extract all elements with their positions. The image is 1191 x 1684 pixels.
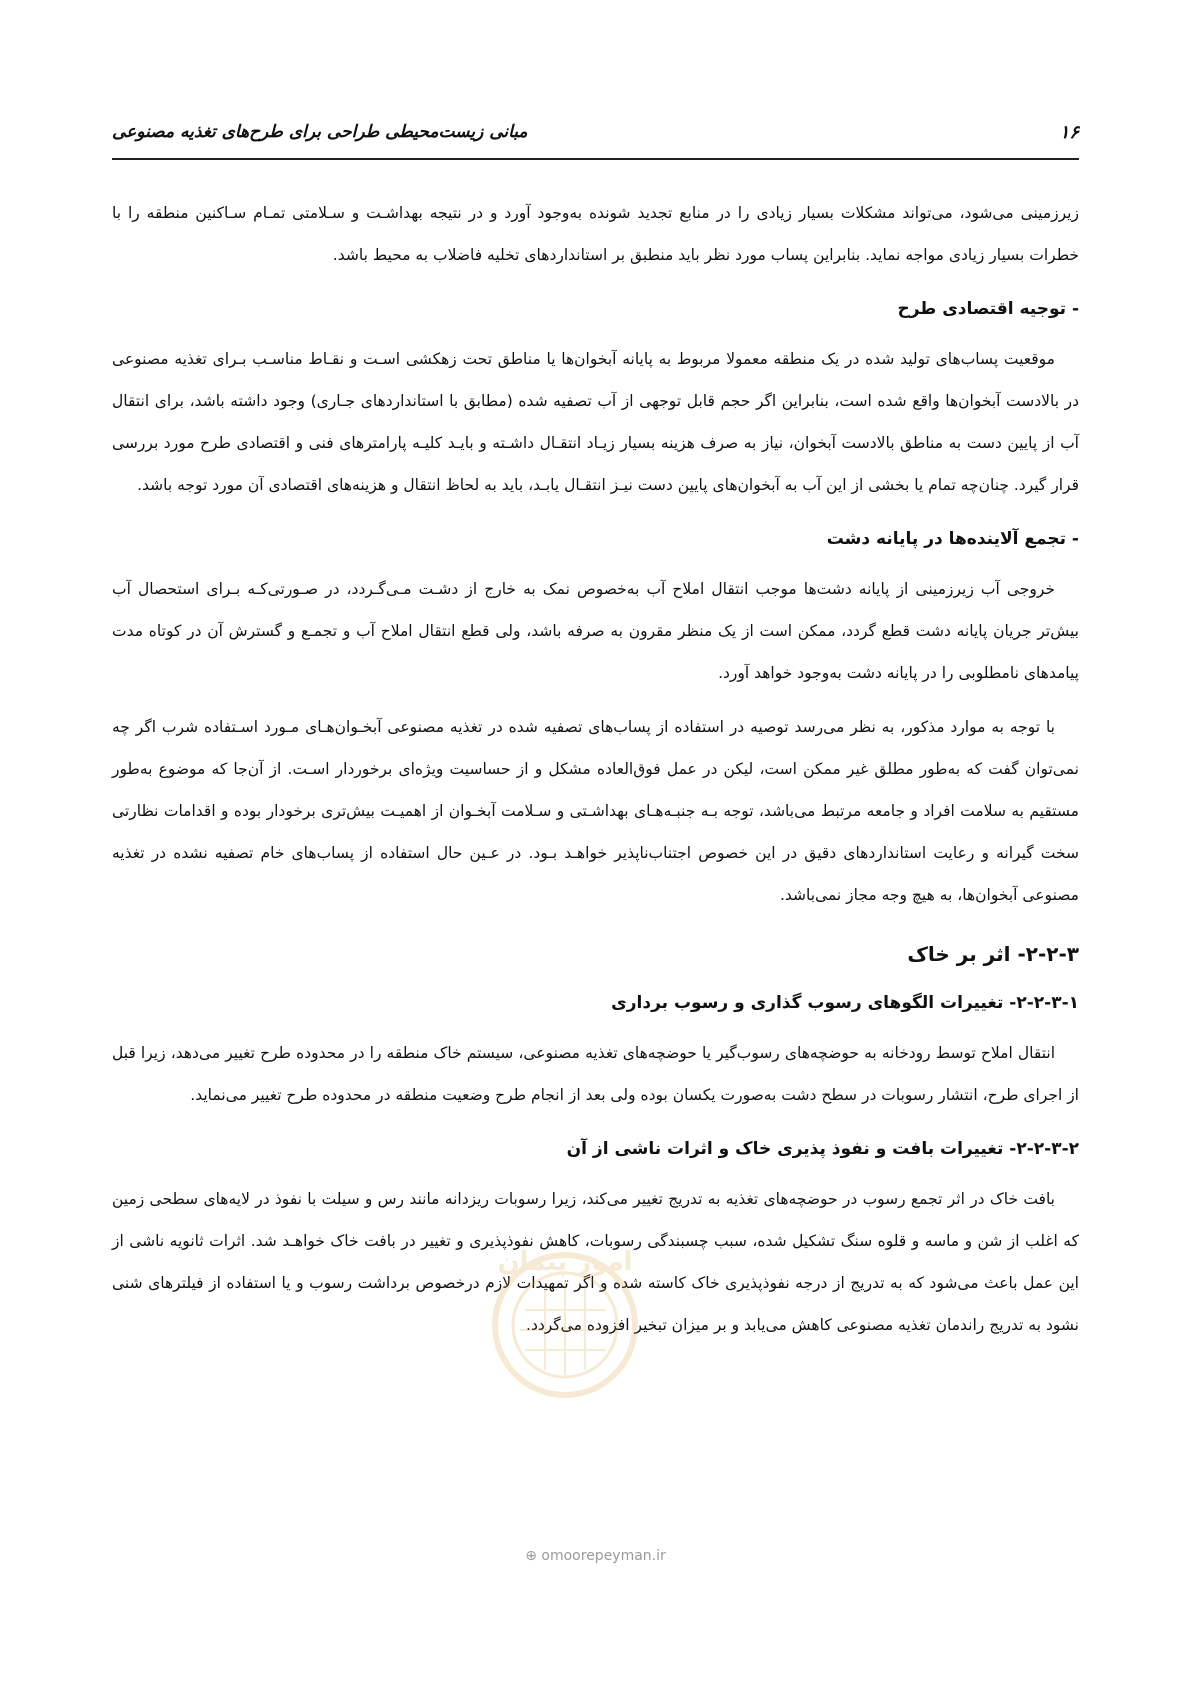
paragraph-soil-texture: بافت خاک در اثر تجمع رسوب در حوضچه‌های تغذیه به تدریج تغییر می‌کند، زیرا رسوبات ریزدانه مانند رس و سیلت با نفوذ در لایه‌های سطحی زمین که اغلب از شن و ماسه و قلوه سنگ تشکیل شده، سبب چسبندگی رسوبات، کاهش نفوذپذیری و تغییر در بافت خاک خواهـد شد. اثرات ثانویه ناشی از این عمل باعث می‌شود که به تدریج از درجه نفوذپذیری خاک کاسته شده و اگر تمهیدات لازم درخصوص برداشت رسوب و یا استفاده از فیلترهای شنی نشود به تدریج راندمان تغذیه مصنوعی کاهش می‌یابد و بر میزان تبخیر افزوده می‌گردد. [112,1190,1079,1334]
book-title: مبانی زیست‌محیطی طراحی برای طرح‌های تغذیه مصنوعی [112,122,528,142]
watermark-globe-icon: ⊕ [525,1548,537,1564]
watermark-text: امور پیمان [497,1247,633,1277]
paragraph-recommendation: با توجه به موارد مذکور، به نظر می‌رسد توصیه در استفاده از پساب‌های تصفیه شده در تغذیه مصنوعی آبخـوان‌هـای مـورد اسـتفاده شرب اگر چه نمی‌توان گفت که به‌طور مطلق غیر ممکن است، لیکن در عمل فوق‌العاده مشکل و از حساسیت ویژه‌ای برخوردار اسـت. از آن‌جا که موضوع به‌طور مستقیم به سلامت افراد و جامعه مرتبط می‌باشد، توجه بـه جنبـه‌هـای بهداشـتی و سـلامت آبخـوان از اهمیـت بیش‌تری برخودار بوده و اقدامات نظارتی سخت گیرانه و رعایت استانداردهای دقیق در این خصوص اجتناب‌ناپذیر خواهـد بـود. در عـین حال استفاده از پساب‌های خام تصفیه نشده در تغذیه مصنوعی آبخوان‌ها، به هیچ وجه مجاز نمی‌باشد. [112,718,1079,904]
heading-economic-justification: - توجیه اقتصادی طرح [897,299,1079,319]
watermark-url-text: omoorepeyman.ir [541,1548,666,1564]
paragraph-economic: موقعیت پساب‌های تولید شده در یک منطقه معمولا مربوط به پایانه آبخوان‌ها یا مناطق تحت زهکشی اسـت و نقـاط مناسـب بـرای تغذیه مصنوعی در بالادست آبخوان‌ها واقع شده است، بنابراین اگر حجم قابل توجهی از آب تصفیه شده (مطابق با استانداردهای جـاری) وجود داشته باشد، برای انتقال آب از پایین دست به مناطق بالادست آبخوان، نیاز به صرف هزینه بسیار زیـاد انتقـال داشـته و بایـد کلیـه پارامترهای فنی و اقتصادی طرح مورد بررسی قرار گیرد. چنان‌چه تمام یا بخشی از این آب به آبخوان‌های پایین دست نیـز انتقـال یابـد، باید به لحاظ انتقال و هزینه‌های اقتصادی آن مورد توجه باشد. [112,350,1079,494]
paragraph-pollutants: خروجی آب زیرزمینی از پایانه دشت‌ها موجب انتقال املاح آب به‌خصوص نمک به خارج از دشـت مـی‌گـردد، در صـورتی‌کـه بـرای استحصال آب بیش‌تر جریان پایانه دشت قطع گردد، ممکن است از یک منظر مقرون به صرفه باشد، ولی قطع انتقال املاح آب و تجمـع و گسترش آن در کوتاه مدت پیامدهای نامطلوبی را در پایانه دشت به‌وجود خواهد آورد. [112,580,1079,682]
subsection-heading-sediment-patterns: ۲-۲-۳-۱- تغییرات الگوهای رسوب گذاری و رسوب برداری [611,993,1079,1013]
section-heading-soil-impact: ۲-۲-۳- اثر بر خاک [907,942,1079,966]
page-content [112,192,1079,1358]
heading-pollutant-accumulation: - تجمع آلاینده‌ها در پایانه دشت [826,529,1079,549]
page-number: ۱۶ [1059,122,1079,143]
running-header [112,118,1079,160]
paragraph-sediment: انتقال املاح توسط رودخانه به حوضچه‌های رسوب‌گیر یا حوضچه‌های تغذیه مصنوعی، سیستم خاک منطقه را در محدوده طرح تغییر می‌دهد، زیرا قبل از اجرای طرح، انتشار رسوبات در سطح دشت به‌صورت یکسان بوده ولی بعد از انجام طرح وضعیت منطقه در محدوده طرح تغییر می‌نماید. [112,1044,1079,1104]
watermark-url [0,1548,1191,1564]
paragraph-continuation: زیرزمینی می‌شود، می‌تواند مشکلات بسیار زیادی را در منابع تجدید شونده به‌وجود آورد و در نتیجه بهداشـت و سـلامتی تمـام سـاکنین منطقه را با خطرات بسیار زیادی مواجه نماید. بنابراین پساب مورد نظر باید منطبق بر استانداردهای تخلیه فاضلاب به محیط باشد. [112,204,1079,264]
subsection-heading-soil-texture: ۲-۲-۳-۲- تغییرات بافت و نفوذ پذیری خاک و اثرات ناشی از آن [566,1139,1079,1159]
